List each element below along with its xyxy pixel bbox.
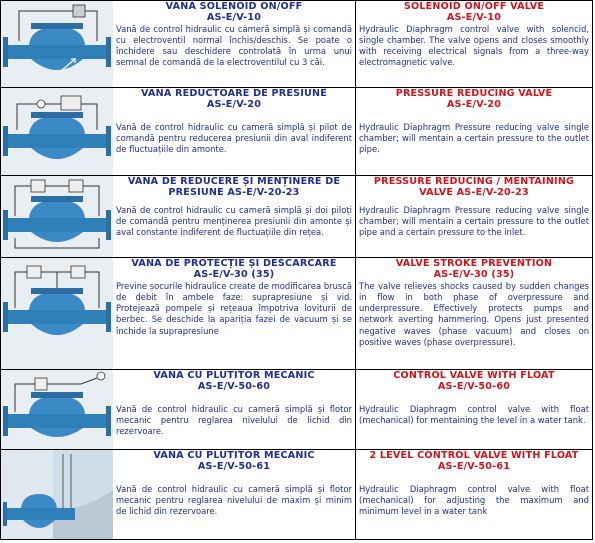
ro-description: Vană de control hidraulic cu cameră simplă și pilot de comandă pentru reducerea presiunii din aval indiferent de fluctuațiile din amonte. [116,121,352,155]
en-code: AS-E/V-50-60 [437,381,511,393]
en-title: SOLENOID ON/OFF VALVE [403,1,545,12]
en-title: PRESSURE REDUCING / MENTAINING VALVE AS-E/V-20-23 [373,176,575,199]
en-description-cell [356,88,593,176]
valve-illustration-cell [1,88,113,176]
en-title: PRESSURE REDUCING VALVE [395,88,553,99]
ro-description-cell [113,450,356,540]
table-row [1,176,593,258]
en-code: AS-E/V-10 [446,12,502,24]
valve-illustration-cell [1,450,113,540]
en-description-cell [356,1,593,88]
ro-description-cell [113,176,356,258]
en-description: Hydraulic Diaphragm control valve with float (mechanical) for mentaining the level in a water tank. [359,403,589,425]
ro-description: Vană de control hidraulic cu cameră simplă și flotor mecanic pentru reglarea nivelului de lichid din rezervoare. [116,403,352,437]
ro-code: AS-E/V-10 [206,12,262,24]
valve-illustration-cell [1,176,113,258]
en-description: Hydraulic Diaphragm control valve with solencid, single chamber. The valve opens and closes smoothly with receiving electrical signals from a three-way electromagnetic valve. [359,23,589,68]
float-control-valve-illustration [1,370,113,449]
ro-title: VANĂ SOLENOID ON/OFF [165,1,303,12]
en-description-cell [356,258,593,370]
en-description-cell [356,370,593,450]
valve-illustration-cell [1,370,113,450]
table-row [1,88,593,176]
ro-description-cell [113,258,356,370]
en-code: AS-E/V-50-61 [437,461,511,473]
ro-code: AS-E/V-50-60 [197,381,271,393]
en-title: 2 LEVEL CONTROL VALVE WITH FLOAT [369,450,579,461]
valve-illustration-cell [1,258,113,370]
ro-description-cell [113,1,356,88]
ro-description: Previne șocurile hidraulice create de modificarea bruscă de debit în ambele faze: suprapresiune și vid. Protejează pompele și rețeaua împotriva loviturii de berbec. Se deschide la apariția fazei de vacuum și se închide la suprapresiune [116,280,352,336]
en-code: AS-E/V-30 (35) [433,269,515,281]
ro-description-cell [113,370,356,450]
en-code: AS-E/V-20 [446,99,502,111]
ro-code: AS-E/V-20 [206,99,262,111]
ro-title: VANĂ CU PLUTITOR MECANIC [153,450,315,461]
valve-illustration-cell [1,1,113,88]
ro-description: Vană de control hidraulic cu cameră simplă și flotor mecanic pentru reglarea nivelului de maxim și minim de lichid din rezervoare. [116,483,352,517]
ro-title: VANĂ REDUCTOARE DE PRESIUNE [141,88,327,99]
table-row [1,258,593,370]
two-level-float-valve-illustration [1,450,113,539]
ro-title: VANĂ DE REDUCERE ȘI MENȚINERE DE PRESIUNE AS-E/V-20-23 [127,176,341,199]
stroke-prevention-valve-illustration [1,258,113,369]
en-description-cell [356,450,593,540]
solenoid-valve-illustration [1,1,113,87]
ro-title: VANĂ CU PLUTITOR MECANIC [153,370,315,381]
pressure-reducing-valve-illustration [1,88,113,175]
ro-code: AS-E/V-50-61 [197,461,271,473]
en-description-cell [356,176,593,258]
table-row [1,1,593,88]
table-row [1,370,593,450]
table-row [1,450,593,540]
en-title: CONTROL VALVE WITH FLOAT [393,370,555,381]
ro-title: VANĂ DE PROTECȚIE ȘI DESCĂRCARE [131,258,337,269]
en-description: Hydraulic Diaphragm control valve with float (mechanical) for adjusting the maximum and minimum level in a water tank [359,483,589,517]
ro-description-cell [113,88,356,176]
en-description: Hydraulic Diaphragm Pressure reducing valve single chamber; will mentain a certain pressure to the outlet pipe. [359,121,589,155]
ro-description: Vană de control hidraulic cu cameră simplă și comandă cu electroventil normal închis/deschis. Se poate o închidere sau deschidere controlată în urma unui semnal de comandă de la electroventilul cu 3 căi. [116,23,352,68]
en-description: The valve relieves shocks caused by sudden changes in flow in both phase of overpressure and underpressure. Effectively protects pumps and network averting hammering. Opens just presented negative waves (phase vacuum) and closes on positive waves (phase overpressure). [359,280,589,348]
en-title: VALVE STROKE PREVENTION [395,258,553,269]
reducing-maintaining-valve-illustration [1,176,113,257]
en-description: Hydraulic Diaphragm Pressure reducing valve single chamber; will mentain a certain pressure to the outlet pipe and a certain pressure to the inlet. [359,204,589,238]
ro-code: AS-E/V-30 (35) [193,269,275,281]
ro-description: Vană de control hidraulic cu cameră simplă și doi piloți de comandă pentru menținerea presiunii din amonte și aval constante indiferent de fluctuațiile din rețea. [116,204,352,238]
